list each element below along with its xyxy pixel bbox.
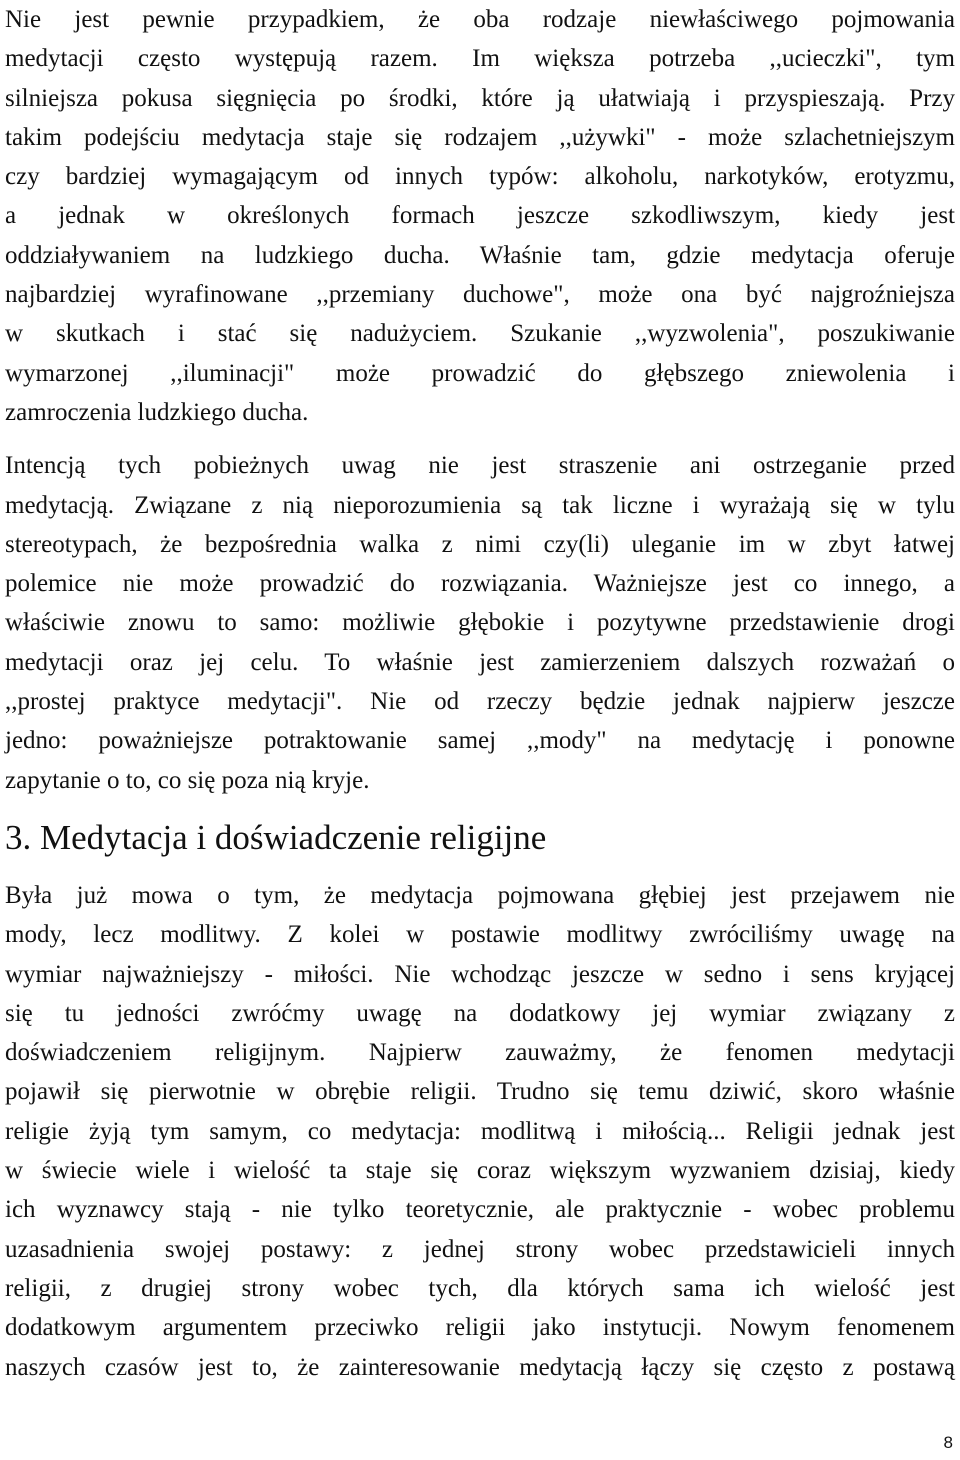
text-line: medytacji oraz jej celu. To właśnie jest zamierzeniem dalszych rozważań o <box>5 648 955 676</box>
text-line: religii, z drugiej strony wobec tych, dla których sama ich wielość jest <box>5 1274 955 1302</box>
text-line: wymiar najważniejszy - miłości. Nie wchodząc jeszcze w sedno i sens kryjącej <box>5 960 955 988</box>
paragraph-spacer <box>5 432 955 446</box>
text-line: ich wyznawcy stają - nie tylko teoretycznie, ale praktycznie - wobec problemu <box>5 1196 955 1224</box>
text-line: pojawił się pierwotnie w obrębie religii. Trudno się temu dziwić, skoro właśnie <box>5 1078 955 1106</box>
text-line: medytacji często występują razem. Im większa potrzeba ,,ucieczki", tym <box>5 45 955 73</box>
text-line: a jednak w określonych formach jeszcze szkodliwszym, kiedy jest <box>5 202 955 230</box>
text-line: w świecie wiele i wielość ta staje się coraz większym wyzwaniem dzisiaj, kiedy <box>5 1157 955 1185</box>
paragraph-3 <box>5 876 955 1387</box>
text-line: doświadczeniem religijnym. Najpierw zauważmy, że fenomen medytacji <box>5 1039 955 1067</box>
text-line: polemice nie może prowadzić do rozwiązania. Ważniejsze jest co innego, a <box>5 570 955 598</box>
text-line: ,,prostej praktyce medytacji". Nie od rzeczy będzie jednak najpierw jeszcze <box>5 688 955 716</box>
text-line: stereotypach, że bezpośrednia walka z nimi czy(li) uleganie im w zbyt łatwej <box>5 530 955 558</box>
text-line: takim podejściu medytacja staje się rodzajem ,,używki" - może szlachetniejszym <box>5 123 955 151</box>
text-line: w skutkach i stać się nadużyciem. Szukanie ,,wyzwolenia", poszukiwanie <box>5 320 955 348</box>
text-line: jedno: poważniejsze potraktowanie samej ,,mody" na medytację i ponowne <box>5 727 955 755</box>
text-line: zamroczenia ludzkiego ducha. <box>5 398 309 426</box>
document-page <box>5 0 955 1387</box>
paragraph-spacer <box>5 800 955 814</box>
text-line: mody, lecz modlitwy. Z kolei w postawie modlitwy zwróciliśmy uwagę na <box>5 921 955 949</box>
text-line: dodatkowym argumentem przeciwko religii jako instytucji. Nowym fenomenem <box>5 1314 955 1342</box>
paragraph-spacer <box>5 862 955 876</box>
page-number: 8 <box>943 1433 953 1452</box>
text-line: naszych czasów jest to, że zainteresowanie medytacją łączy się często z postawą <box>5 1353 955 1381</box>
text-line: religie żyją tym samym, co medytacja: modlitwą i miłością... Religii jednak jest <box>5 1117 955 1145</box>
text-line: czy bardziej wymagającym od innych typów: alkoholu, narkotyków, erotyzmu, <box>5 163 955 191</box>
text-line: wymarzonej ,,iluminacji" może prowadzić do głębszego zniewolenia i <box>5 359 955 387</box>
section-heading: 3. Medytacja i doświadczenie religijne <box>5 817 547 857</box>
text-line: najbardziej wyrafinowane ,,przemiany duchowe", może ona być najgroźniejsza <box>5 281 955 309</box>
text-line: się tu jedności zwróćmy uwagę na dodatkowy jej wymiar związany z <box>5 999 955 1027</box>
text-line: medytacją. Związane z nią nieporozumienia są tak liczne i wyrażają się w tylu <box>5 491 955 519</box>
paragraph-1 <box>5 0 955 432</box>
text-line: Intencją tych pobieżnych uwag nie jest straszenie ani ostrzeganie przed <box>5 452 955 480</box>
text-line: Była już mowa o tym, że medytacja pojmowana głębiej jest przejawem nie <box>5 881 955 909</box>
text-line: zapytanie o to, co się poza nią kryje. <box>5 766 370 794</box>
text-line: uzasadnienia swojej postawy: z jednej strony wobec przedstawicieli innych <box>5 1235 955 1263</box>
paragraph-2 <box>5 446 955 800</box>
text-line: oddziaływaniem na ludzkiego ducha. Właśnie tam, gdzie medytacja oferuje <box>5 241 955 269</box>
text-line: Nie jest pewnie przypadkiem, że oba rodzaje niewłaściwego pojmowania <box>5 6 955 33</box>
text-line: właściwie znowu to samo: możliwie głębokie i pozytywne przedstawienie drogi <box>5 609 955 637</box>
text-line: silniejsza pokusa sięgnięcia po środki, które ją ułatwiają i przyspieszają. Przy <box>5 84 955 112</box>
